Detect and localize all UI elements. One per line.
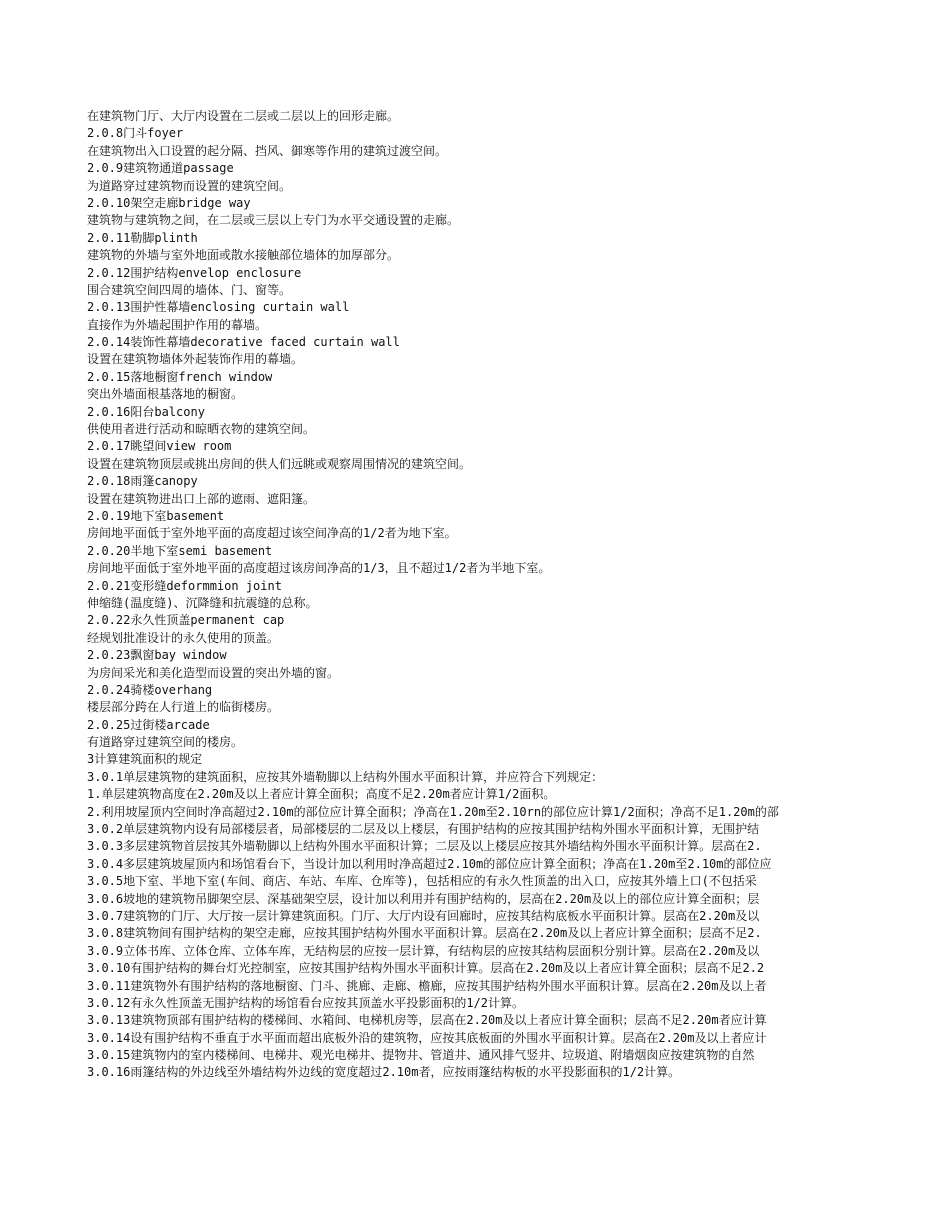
text-line: 伸缩缝(温度缝)、沉降缝和抗震缝的总称。 (87, 595, 318, 610)
text-line: 3.0.3多层建筑物首层按其外墙勒脚以上结构外围水平面积计算；二层及以上楼层应按其外墙结构外围水平面积计算。层高在2. (87, 839, 762, 854)
text-line: 3.0.13建筑物顶部有围护结构的楼梯间、水箱间、电梯机房等，层高在2.20m及以上者应计算全面积；层高不足2.20m者应计算 (87, 1013, 767, 1028)
text-line: 3.0.4多层建筑坡屋顶内和场馆看台下，当设计加以利用时净高超过2.10m的部位应计算全面积；净高在1.20m至2.10m的部位应 (87, 856, 772, 871)
section-heading: 2.0.21变形缝deformmion joint (87, 578, 282, 593)
text-line: 3.0.5地下室、半地下室(车间、商店、车站、车库、仓库等)，包括相应的有永久性顶盖的出入口，应按其外墙上口(不包括采 (87, 874, 757, 889)
section-heading: 2.0.23飘窗bay window (87, 648, 227, 663)
text-line: 为房间采光和美化造型而设置的突出外墙的窗。 (87, 665, 340, 680)
text-line: 在建筑物门厅、大厅内设置在二层或二层以上的回形走廊。 (87, 109, 400, 123)
text-line: 经规划批准设计的永久使用的顶盖。 (87, 630, 280, 645)
text-line: 2.利用坡屋顶内空间时净高超过2.10m的部位应计算全面积；净高在1.20m至2.10rn的部位应计算1/2面积；净高不足1.20m的部 (87, 804, 779, 819)
text-line: 3.0.8建筑物间有围护结构的架空走廊，应按其围护结构外围水平面积计算。层高在2.20m及以上者应计算全面积；层高不足2. (87, 926, 762, 941)
text-line: 3.0.12有永久性顶盖无围护结构的场馆看台应按其顶盖水平投影面积的1/2计算。 (87, 995, 525, 1010)
text-line: 3.0.11建筑物外有围护结构的落地橱窗、门斗、挑廊、走廊、檐廊，应按其围护结构外围水平面积计算。层高在2.20m及以上者 (87, 978, 767, 993)
text-line: 房间地平面低于室外地平面的高度超过该空间净高的1/2者为地下室。 (87, 526, 457, 541)
text-line: 有道路穿过建筑空间的楼房。 (87, 735, 244, 750)
section-heading: 2.0.13围护性幕墙enclosing curtain wall (87, 300, 350, 315)
text-line: 突出外墙面根基落地的橱窗。 (87, 387, 244, 402)
section-heading: 2.0.24骑楼overhang (87, 682, 213, 697)
text-line: 1.单层建筑物高度在2.20m及以上者应计算全面积；高度不足2.20m者应计算1/2面积。 (87, 787, 556, 802)
text-line: 房间地平面低于室外地平面的高度超过该房间净高的1/3，且不超过1/2者为半地下室。 (87, 561, 551, 576)
text-line: 建筑物与建筑物之间，在二层或三层以上专门为水平交通设置的走廊。 (87, 213, 460, 228)
section-heading: 2.0.17眺望间view room (87, 439, 232, 454)
text-line: 3.0.6坡地的建筑物吊脚架空层、深基础架空层，设计加以利用并有围护结构的，层高在2.20m及以上的部位应计算全面积；层 (87, 891, 760, 906)
text-line: 3.0.1单层建筑物的建筑面积，应按其外墙勒脚以上结构外围水平面积计算，并应符合下列规定： (87, 769, 604, 784)
section-heading: 2.0.14装饰性幕墙decorative faced curtain wall (87, 335, 400, 350)
section-heading: 2.0.15落地橱窗french window (87, 369, 273, 384)
section-heading: 2.0.16阳台balcony (87, 404, 205, 419)
text-line: 为道路穿过建筑物而设置的建筑空间。 (87, 178, 292, 193)
section-heading: 2.0.25过街楼arcade (87, 717, 210, 732)
section-heading: 2.0.18雨篷canopy (87, 474, 198, 489)
section-heading: 2.0.22永久性顶盖permanent cap (87, 613, 285, 628)
text-line: 设置在建筑物墙体外起装饰作用的幕墙。 (87, 352, 304, 367)
section-heading: 2.0.19地下室basement (87, 508, 225, 523)
section-heading: 2.0.11勒脚plinth (87, 230, 198, 245)
section-heading: 2.0.10架空走廊bridge way (87, 195, 251, 210)
text-line: 建筑物的外墙与室外地面或散水接触部位墙体的加厚部分。 (87, 248, 400, 263)
section-heading: 2.0.12围护结构envelop enclosure (87, 265, 302, 280)
section-heading: 2.0.20半地下室semi basement (87, 543, 273, 558)
section-heading: 2.0.9建筑物通道passage (87, 161, 234, 176)
text-line: 供使用者进行活动和晾晒衣物的建筑空间。 (87, 422, 316, 437)
chapter-heading: 3计算建筑面积的规定 (87, 752, 203, 767)
text-line: 围合建筑空间四周的墙体、门、窗等。 (87, 282, 292, 297)
text-line: 直接作为外墙起围护作用的幕墙。 (87, 317, 268, 332)
text-line: 设置在建筑物顶层或挑出房间的供人们远眺或观察周围情况的建筑空间。 (87, 456, 472, 471)
text-line: 3.0.7建筑物的门厅、大厅按一层计算建筑面积。门厅、大厅内设有回廊时，应按其结构底板水平面积计算。层高在2.20m及以 (87, 908, 760, 923)
document-body (87, 108, 850, 1082)
text-line: 楼层部分跨在人行道上的临街楼房。 (87, 700, 280, 715)
text-line: 3.0.9立体书库、立体仓库、立体车库，无结构层的应按一层计算，有结构层的应按其结构层面积分别计算。层高在2.20m及以 (87, 943, 760, 958)
text-line: 在建筑物出入口设置的起分隔、挡风、御寒等作用的建筑过渡空间。 (87, 143, 448, 158)
text-line: 设置在建筑物进出口上部的遮雨、遮阳篷。 (87, 491, 316, 506)
text-line: 3.0.10有围护结构的舞台灯光控制室，应按其围护结构外围水平面积计算。层高在2.20m及以上者应计算全面积；层高不足2.2 (87, 961, 765, 976)
text-line: 3.0.2单层建筑物内设有局部楼层者，局部楼层的二层及以上楼层，有围护结构的应按其围护结构外围水平面积计算，无围护结 (87, 822, 760, 837)
text-line: 3.0.14设有围护结构不垂直于水平面而超出底板外沿的建筑物，应按其底板面的外围水平面积计算。层高在2.20m及以上者应计 (87, 1030, 767, 1045)
section-heading: 2.0.8门斗foyer (87, 126, 184, 141)
text-line: 3.0.15建筑物内的室内楼梯间、电梯井、观光电梯井、提物井、管道井、通风排气竖井、垃圾道、附墙烟囱应按建筑物的自然 (87, 1048, 755, 1063)
text-line: 3.0.16雨篷结构的外边线至外墙结构外边线的宽度超过2.10m者，应按雨篷结构板的水平投影面积的1/2计算。 (87, 1065, 681, 1080)
